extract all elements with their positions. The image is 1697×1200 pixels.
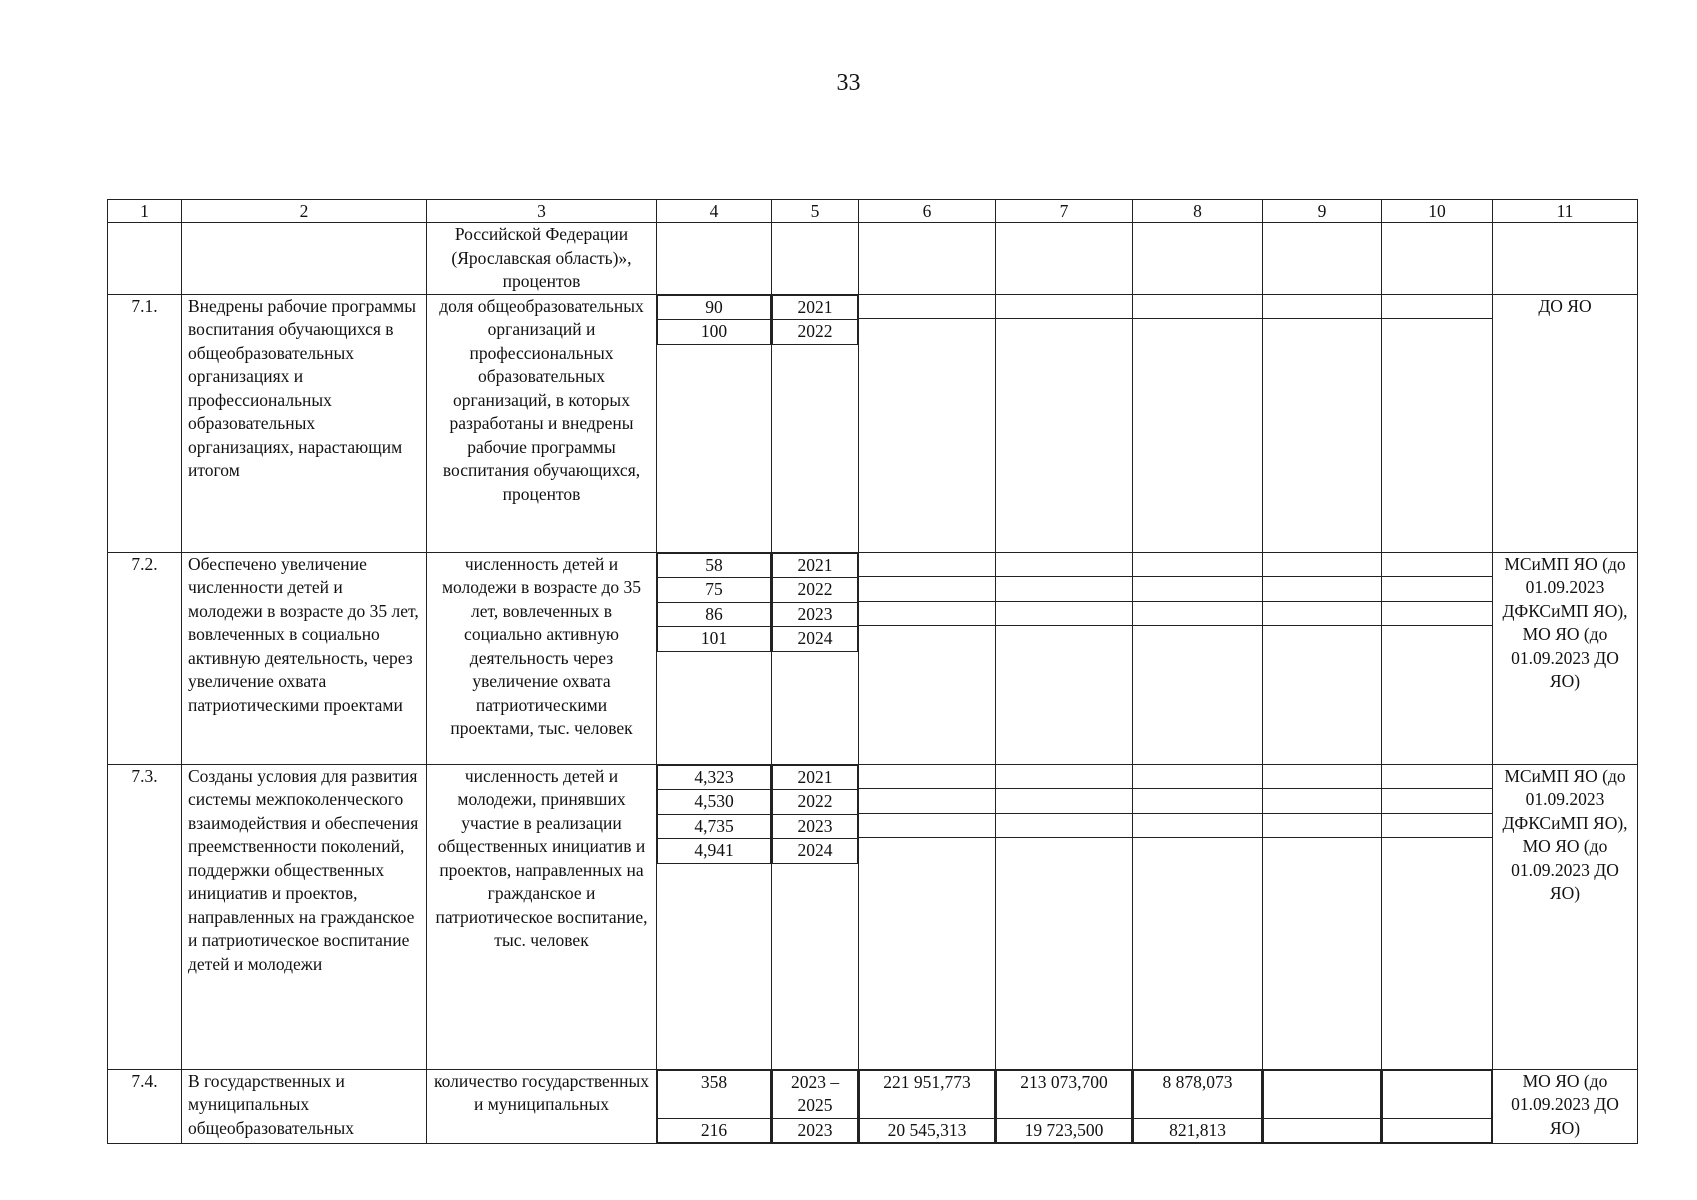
responsible-cell: МО ЯО (до 01.09.2023 ДО ЯО) [1493, 1069, 1638, 1144]
amount-cell [859, 294, 996, 552]
column-header: 10 [1382, 200, 1493, 223]
year-value: 2023 [773, 602, 858, 627]
row-number-cell: 7.3. [108, 764, 182, 1069]
amount-cell [1263, 223, 1382, 295]
result-cell: Созданы условия для развития системы межпоколенческого взаимодействия и обеспечения преемственности поколений, поддержки общественных инициатив и проектов, направленных на гражданское и патриотическое воспитание детей и молодежи [182, 764, 427, 1069]
amount-cell [1263, 764, 1382, 1069]
value-cell [657, 223, 772, 295]
amount-cell [1382, 294, 1493, 552]
table-row [108, 764, 1638, 1069]
year-value: 2022 [773, 578, 858, 603]
amount-cell [859, 552, 996, 764]
year-value: 2021 [773, 765, 858, 790]
target-value: 58 [658, 553, 771, 578]
column-header: 7 [996, 200, 1133, 223]
page-number: 33 [836, 70, 861, 96]
target-value: 216 [658, 1118, 771, 1143]
target-value: 75 [658, 578, 771, 603]
amount-cell [1133, 552, 1263, 764]
column-header: 9 [1263, 200, 1382, 223]
column-header: 2 [182, 200, 427, 223]
year-value: 2023 [773, 814, 858, 839]
column-header: 5 [772, 200, 859, 223]
amount-regional: 8 878,073 [1134, 1070, 1262, 1118]
amount-cell [1133, 294, 1263, 552]
column-header: 11 [1493, 200, 1638, 223]
row-number-cell [108, 223, 182, 295]
value-cell [657, 552, 772, 764]
amount-cell [1382, 223, 1493, 295]
year-cell [772, 764, 859, 1069]
amount-federal: 213 073,700 [997, 1070, 1132, 1118]
row-number-cell: 7.1. [108, 294, 182, 552]
table-row [108, 223, 1638, 295]
amount-cell [1133, 764, 1263, 1069]
year-cell [772, 552, 859, 764]
program-table [107, 199, 1638, 1144]
indicator-cell: доля общеобразовательных организаций и профессиональных образовательных организаций, в которых разработаны и внедрены рабочие программы воспитания обучающихся, процентов [427, 294, 657, 552]
target-value: 4,323 [658, 765, 771, 790]
amount-cell [1382, 1069, 1493, 1144]
indicator-cell: количество государственных и муниципальных [427, 1069, 657, 1144]
amount-cell [1263, 552, 1382, 764]
year-value: 2022 [773, 320, 858, 345]
indicator-cell: численность детей и молодежи, принявших участие в реализации общественных инициатив и проектов, направленных на гражданское и патриотическое воспитание, тыс. человек [427, 764, 657, 1069]
target-value: 90 [658, 295, 771, 320]
table-row [108, 294, 1638, 552]
amount-cell [859, 1069, 996, 1144]
amount-cell [859, 223, 996, 295]
result-cell: Внедрены рабочие программы воспитания обучающихся в общеобразовательных организациях и профессиональных образовательных организациях, нарастающим итогом [182, 294, 427, 552]
target-value: 86 [658, 602, 771, 627]
year-value: 2023 – 2025 [773, 1070, 858, 1118]
result-cell [182, 223, 427, 295]
column-header: 3 [427, 200, 657, 223]
table-row [108, 1069, 1638, 1144]
amount-cell [996, 552, 1133, 764]
responsible-cell: ДО ЯО [1493, 294, 1638, 552]
target-value: 4,735 [658, 814, 771, 839]
year-cell [772, 294, 859, 552]
result-cell: Обеспечено увеличение численности детей и молодежи в возрасте до 35 лет, вовлеченных в социально активную деятельность, через увеличение охвата патриотическими проектами [182, 552, 427, 764]
row-number-cell: 7.4. [108, 1069, 182, 1144]
amount-cell [1382, 764, 1493, 1069]
amount-cell [859, 764, 996, 1069]
column-header: 1 [108, 200, 182, 223]
amount-cell [996, 1069, 1133, 1144]
target-value: 358 [658, 1070, 771, 1118]
amount-federal: 19 723,500 [997, 1118, 1132, 1143]
amount-cell [1382, 552, 1493, 764]
amount-cell [1263, 1069, 1382, 1144]
amount-cell [996, 764, 1133, 1069]
amount-cell [1133, 1069, 1263, 1144]
responsible-cell: МСиМП ЯО (до 01.09.2023 ДФКСиМП ЯО), МО ЯО (до 01.09.2023 ДО ЯО) [1493, 764, 1638, 1069]
column-header: 4 [657, 200, 772, 223]
value-cell [657, 1069, 772, 1144]
year-value: 2022 [773, 790, 858, 815]
amount-regional: 821,813 [1134, 1118, 1262, 1143]
target-value: 4,941 [658, 839, 771, 864]
amount-local [1264, 1118, 1381, 1143]
year-value: 2021 [773, 295, 858, 320]
amount-other [1383, 1118, 1492, 1143]
column-header: 8 [1133, 200, 1263, 223]
year-value: 2024 [773, 627, 858, 652]
table-row [108, 552, 1638, 764]
column-header: 6 [859, 200, 996, 223]
amount-total: 20 545,313 [860, 1118, 995, 1143]
year-cell [772, 1069, 859, 1144]
amount-other [1383, 1070, 1492, 1118]
amount-cell [996, 294, 1133, 552]
indicator-cell: численность детей и молодежи в возрасте до 35 лет, вовлеченных в социально активную деятельность через увеличение охвата патриотическими проектами, тыс. человек [427, 552, 657, 764]
responsible-cell [1493, 223, 1638, 295]
year-value: 2023 [773, 1118, 858, 1143]
year-value: 2024 [773, 839, 858, 864]
row-number-cell: 7.2. [108, 552, 182, 764]
responsible-cell: МСиМП ЯО (до 01.09.2023 ДФКСиМП ЯО), МО ЯО (до 01.09.2023 ДО ЯО) [1493, 552, 1638, 764]
value-cell [657, 764, 772, 1069]
amount-total: 221 951,773 [860, 1070, 995, 1118]
result-cell: В государственных и муниципальных общеобразовательных [182, 1069, 427, 1144]
target-value: 100 [658, 320, 771, 345]
year-cell [772, 223, 859, 295]
indicator-cell: Российской Федерации (Ярославская область)», процентов [427, 223, 657, 295]
target-value: 4,530 [658, 790, 771, 815]
value-cell [657, 294, 772, 552]
amount-local [1264, 1070, 1381, 1118]
amount-cell [996, 223, 1133, 295]
year-value: 2021 [773, 553, 858, 578]
amount-cell [1133, 223, 1263, 295]
target-value: 101 [658, 627, 771, 652]
amount-cell [1263, 294, 1382, 552]
table-header-row [108, 200, 1638, 223]
